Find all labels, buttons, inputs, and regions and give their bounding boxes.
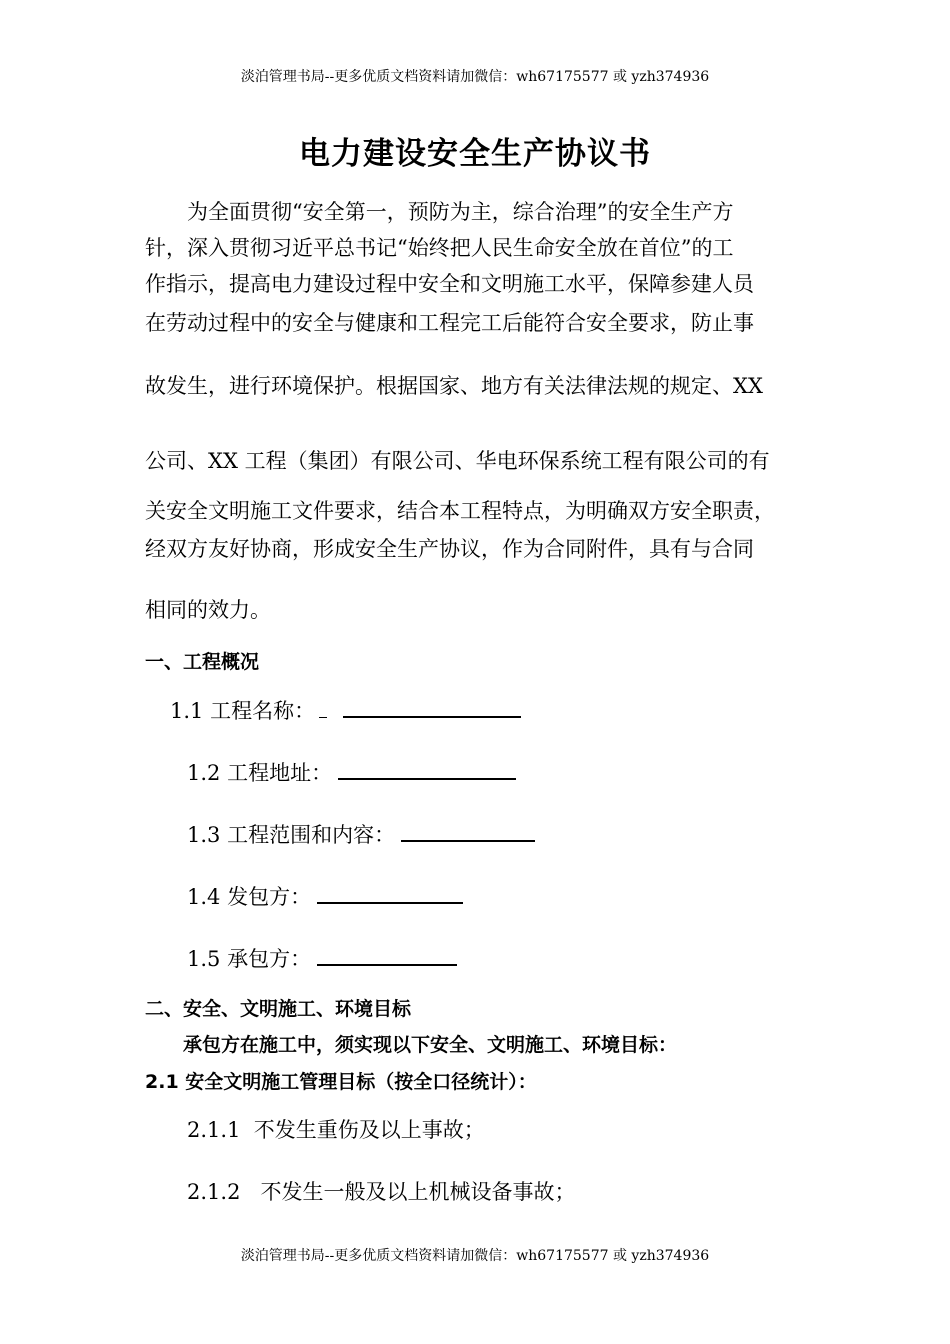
employer-row bbox=[187, 882, 463, 911]
project-address-row bbox=[187, 758, 516, 787]
project-scope-row bbox=[187, 820, 535, 849]
project-scope-label: 1.3 工程范围和内容： bbox=[187, 823, 396, 847]
intro-line-5: 故发生，进行环境保护。根据国家、地方有关法律法规的规定、XX bbox=[145, 374, 763, 398]
document-title: 电力建设安全生产协议书 bbox=[299, 136, 651, 172]
project-name-row bbox=[170, 696, 521, 725]
project-name-field[interactable] bbox=[343, 696, 521, 718]
employer-field[interactable] bbox=[317, 882, 463, 904]
section-2-1-2: 2.1.2 不发生一般及以上机械设备事故； bbox=[187, 1180, 576, 1204]
section-2-1-1: 2.1.1 不发生重伤及以上事故； bbox=[187, 1118, 485, 1142]
section-1-heading: 一、工程概况 bbox=[145, 651, 260, 673]
intro-line-6: 公司、XX 工程（集团）有限公司、华电环保系统工程有限公司的有 bbox=[145, 449, 770, 473]
page-footer: 淡泊管理书局--更多优质文档资料请加微信：wh67175577 或 yzh374936 bbox=[240, 1248, 710, 1264]
intro-line-4: 在劳动过程中的安全与健康和工程完工后能符合安全要求，防止事 bbox=[145, 311, 754, 335]
page-header: 淡泊管理书局--更多优质文档资料请加微信：wh67175577 或 yzh374936 bbox=[240, 69, 710, 85]
intro-line-8: 经双方友好协商，形成安全生产协议，作为合同附件，具有与合同 bbox=[145, 537, 754, 561]
contractor-row bbox=[187, 944, 457, 973]
intro-line-9: 相同的效力。 bbox=[145, 598, 271, 622]
section-2-heading: 二、安全、文明施工、环境目标 bbox=[145, 998, 412, 1020]
intro-line-3: 作指示，提高电力建设过程中安全和文明施工水平，保障参建人员 bbox=[145, 272, 754, 296]
project-name-label: 1.1 工程名称： bbox=[170, 699, 316, 723]
employer-label: 1.4 发包方： bbox=[187, 885, 312, 909]
contractor-field[interactable] bbox=[317, 944, 457, 966]
project-address-label: 1.2 工程地址： bbox=[187, 761, 333, 785]
intro-line-1: 为全面贯彻“安全第一，预防为主，综合治理”的安全生产方 bbox=[187, 200, 734, 224]
section-2-lead: 承包方在施工中，须实现以下安全、文明施工、环境目标： bbox=[183, 1034, 678, 1056]
project-name-short-line bbox=[319, 697, 327, 718]
intro-line-2: 针，深入贯彻习近平总书记“始终把人民生命安全放在首位”的工 bbox=[145, 236, 734, 260]
project-scope-field[interactable] bbox=[401, 820, 535, 842]
intro-line-7: 关安全文明施工文件要求，结合本工程特点，为明确双方安全职责， bbox=[145, 499, 775, 523]
contractor-label: 1.5 承包方： bbox=[187, 947, 312, 971]
section-2-1-heading: 2.1 安全文明施工管理目标（按全口径统计）： bbox=[145, 1071, 537, 1093]
project-address-field[interactable] bbox=[338, 758, 516, 780]
